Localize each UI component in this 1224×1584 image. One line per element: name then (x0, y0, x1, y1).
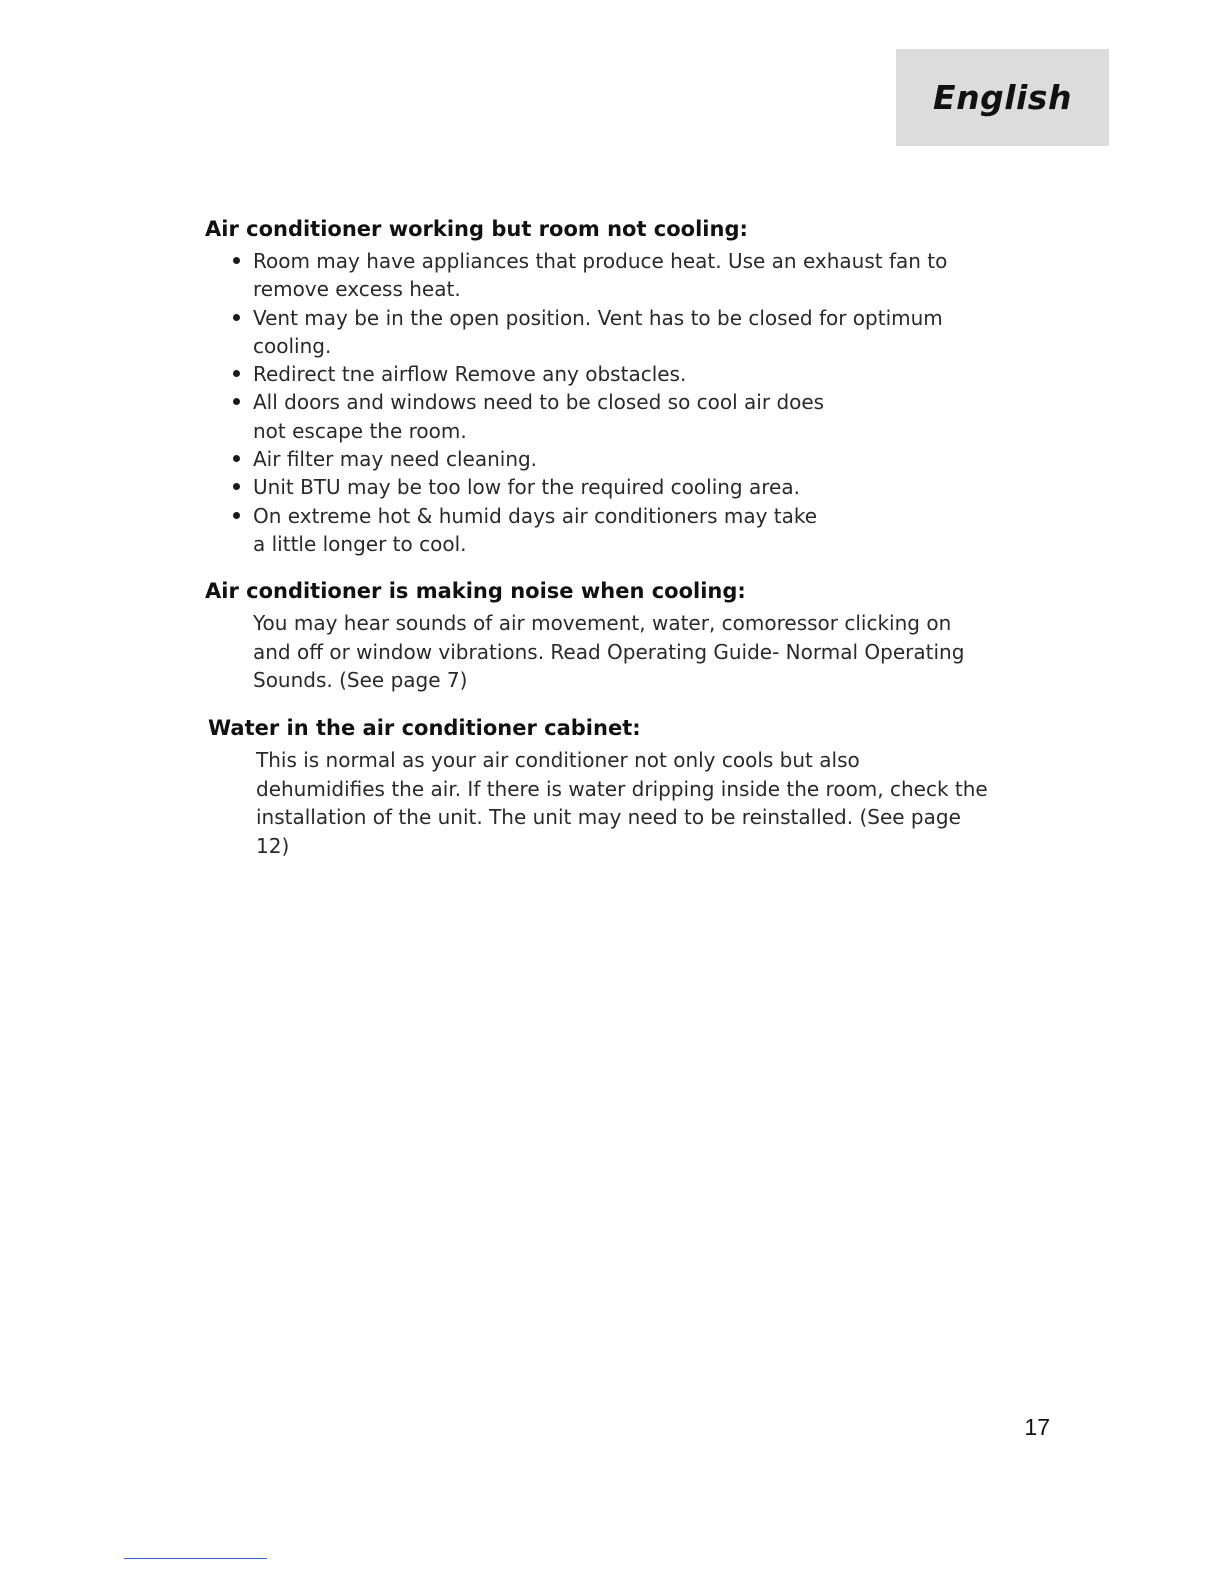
bullet-icon (233, 257, 240, 264)
section-noise-when-cooling (205, 577, 1005, 695)
bullet-icon (233, 512, 240, 519)
section-heading: Air conditioner is making noise when cooling: (205, 579, 746, 603)
list-item: All doors and windows need to be closed so cool air does not escape the room. (229, 388, 853, 445)
bullet-icon (233, 455, 240, 462)
list-item: Room may have appliances that produce heat. Use an exhaust fan to remove excess heat. (229, 247, 953, 304)
section-heading: Air conditioner working but room not cooling: (205, 217, 748, 241)
list-item: Air filter may need cleaning. (229, 445, 953, 473)
section-paragraph: This is normal as your air conditioner not only cools but also dehumidifies the air. If there is water dripping inside the room, check the installation of the unit. The unit may need to be reinstalled. (See page 12) (256, 748, 988, 858)
language-label: English (933, 78, 1072, 117)
bullet-icon (233, 483, 240, 490)
section-heading: Water in the air conditioner cabinet: (208, 716, 641, 740)
bullet-icon (233, 398, 240, 405)
section-paragraph: You may hear sounds of air movement, water, comoressor clicking on and off or window vibrations. Read Operating Guide- Normal Operating Sounds. (See page 7) (253, 611, 965, 692)
list-item: Redirect tne airflow Remove any obstacles. (229, 360, 953, 388)
bullet-icon (233, 370, 240, 377)
page-number: 17 (1024, 1414, 1050, 1440)
section-water-in-cabinet (208, 714, 1008, 860)
bullet-icon (233, 314, 240, 321)
list-item: Unit BTU may be too low for the required cooling area. (229, 473, 953, 501)
bullet-list (205, 247, 1005, 558)
language-tab (896, 49, 1109, 146)
list-item: Vent may be in the open position. Vent has to be closed for optimum cooling. (229, 304, 953, 361)
section-room-not-cooling (205, 215, 1005, 558)
footer-divider (124, 1558, 267, 1559)
list-item: On extreme hot & humid days air conditioners may take a little longer to cool. (229, 502, 833, 559)
